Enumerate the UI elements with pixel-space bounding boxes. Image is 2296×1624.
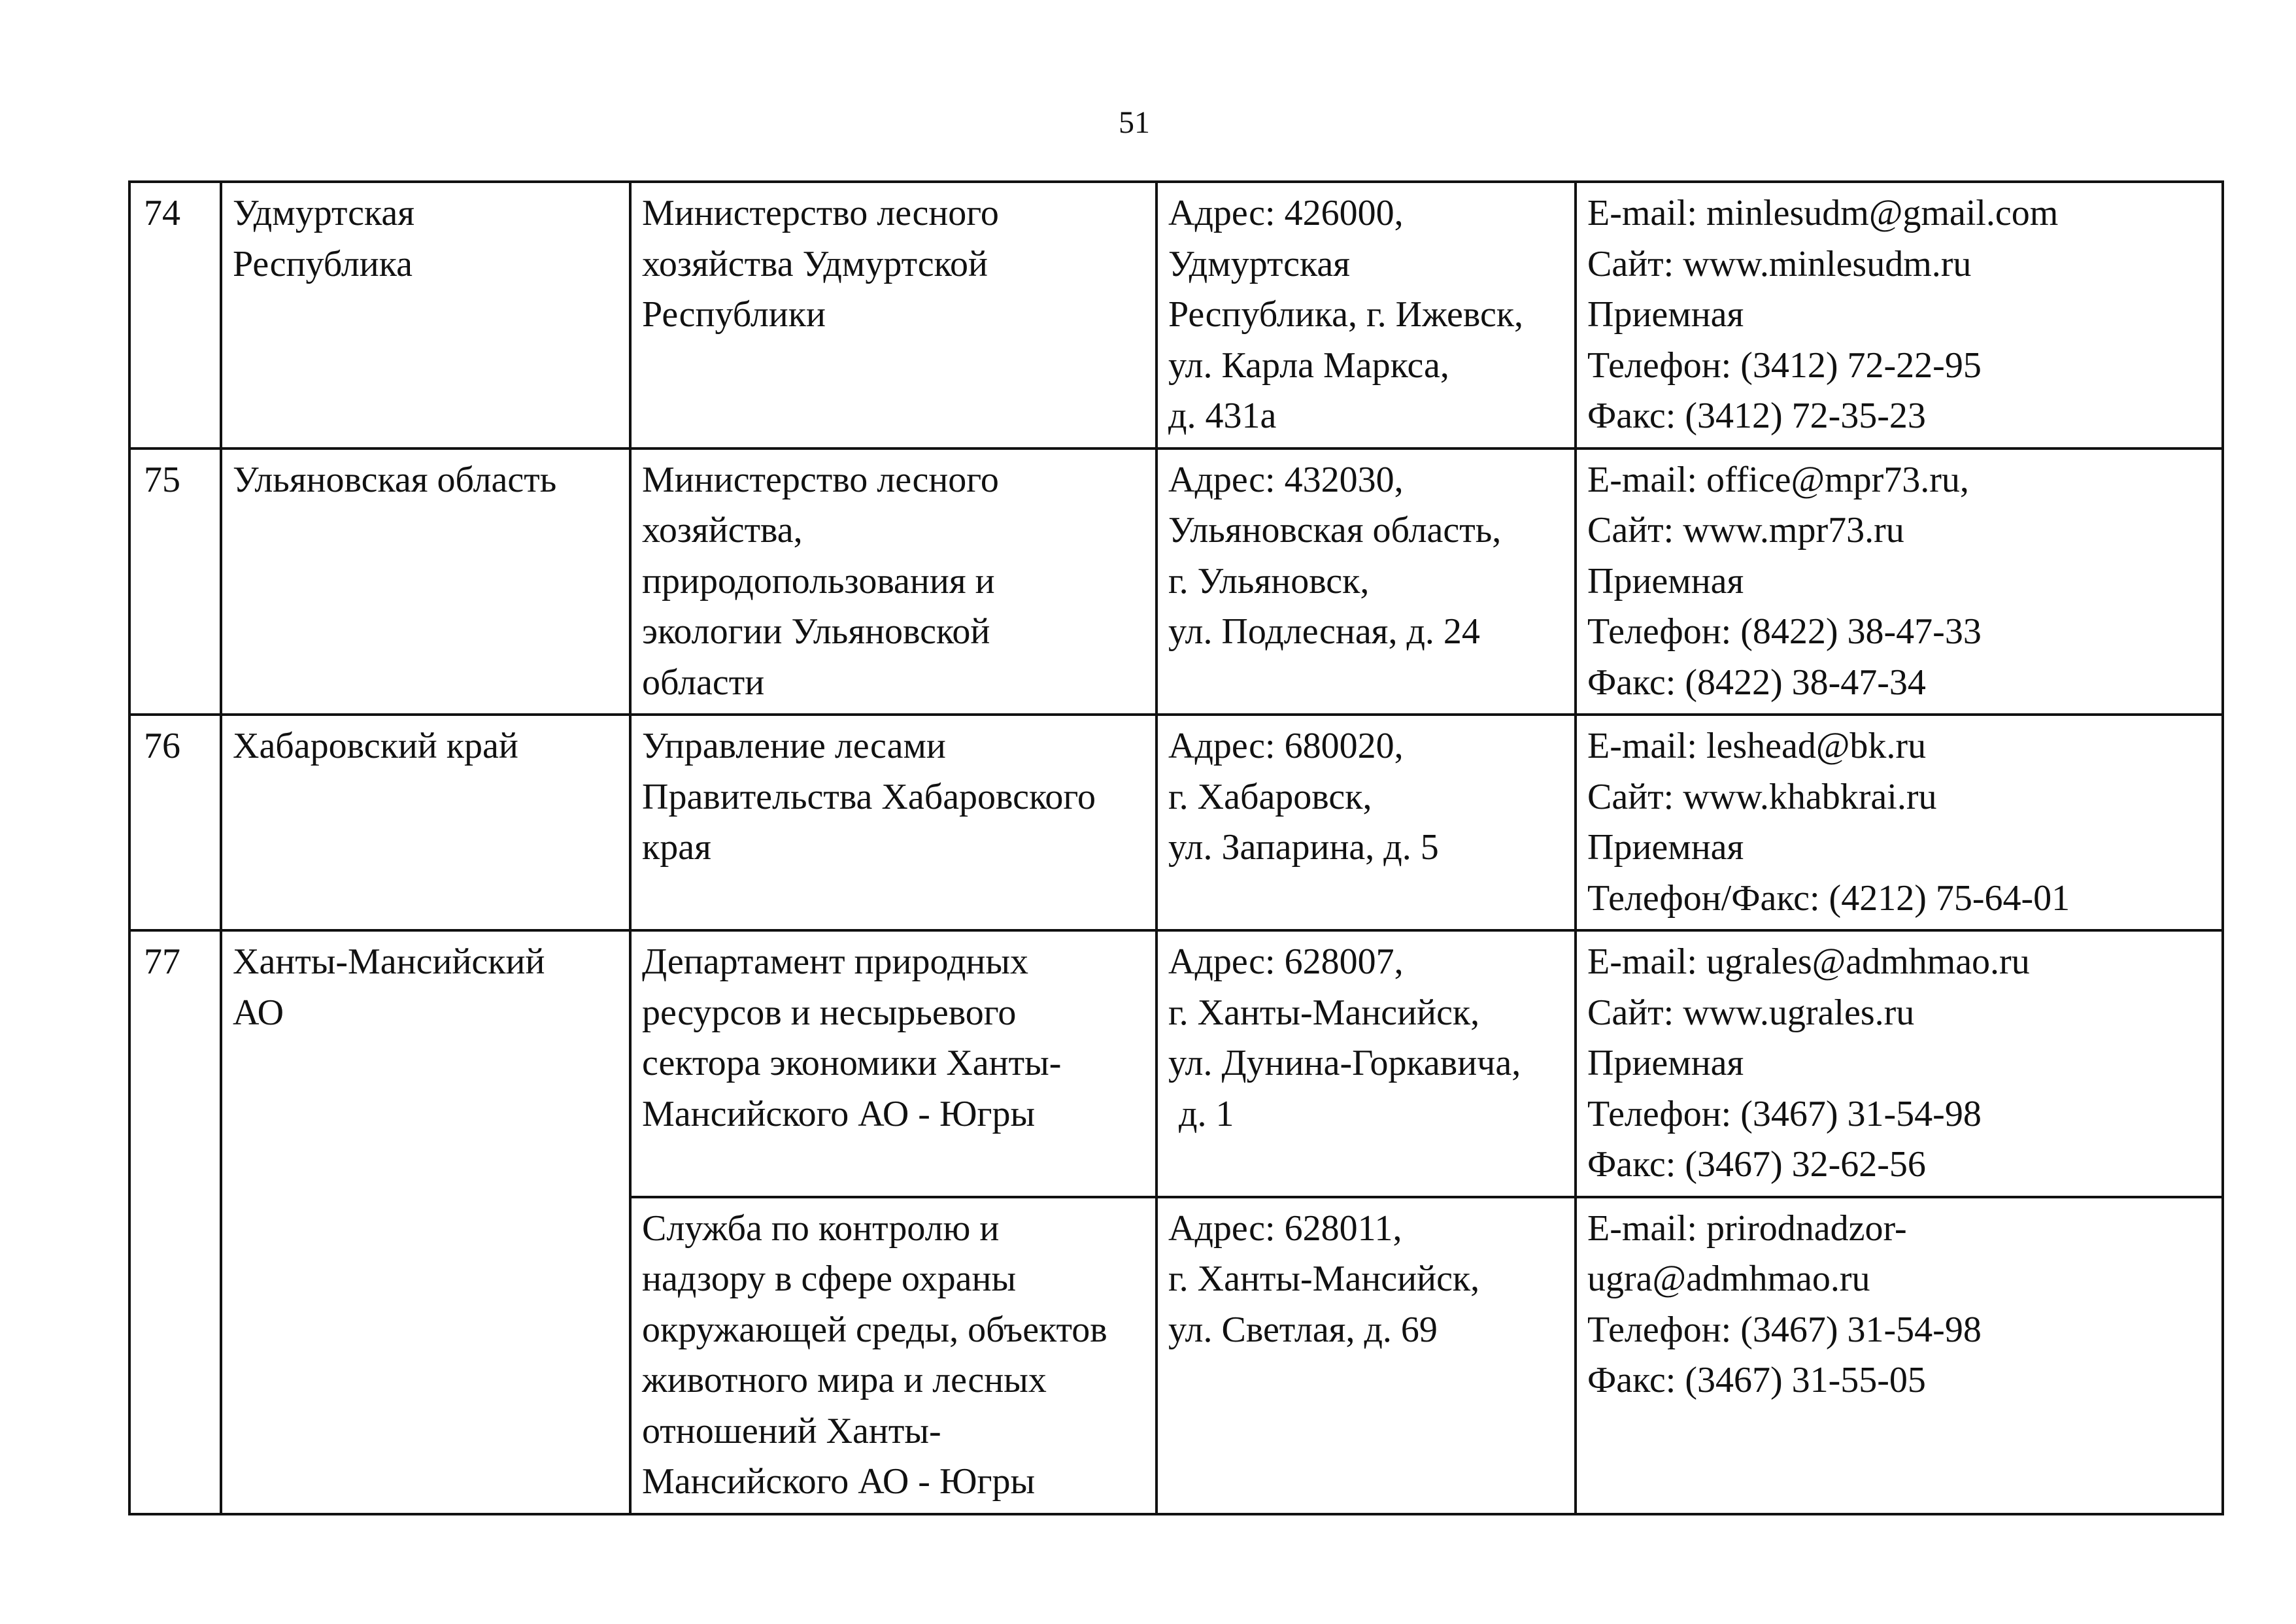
- row-number: 76: [144, 726, 180, 766]
- organization-line: экологии Ульяновской: [642, 611, 990, 652]
- address-line: Адрес: 628011,: [1168, 1208, 1402, 1249]
- address-line: ул. Дунина-Горкавича,: [1168, 1043, 1521, 1083]
- address-line: г. Ханты-Мансийск,: [1168, 1259, 1480, 1299]
- contacts-cell: [1576, 182, 2223, 448]
- organization-line: Мансийского АО - Югры: [642, 1461, 1036, 1502]
- contact-line: Сайт: www.minlesudm.ru: [1587, 243, 1972, 284]
- organization-line: природопользования и: [642, 560, 995, 601]
- address-cell: [1156, 1197, 1576, 1514]
- contact-line: Приемная: [1587, 560, 1744, 601]
- organization-line: отношений Ханты-: [642, 1410, 941, 1451]
- contact-line: Приемная: [1587, 1043, 1744, 1083]
- organization-line: Правительства Хабаровского: [642, 776, 1096, 817]
- organization-line: Министерство лесного: [642, 459, 999, 500]
- contact-line: E-mail: minlesudm@gmail.com: [1587, 193, 2059, 233]
- organization-line: сектора экономики Ханты-: [642, 1043, 1062, 1083]
- contacts-cell: [1576, 448, 2223, 715]
- address-line: Ульяновская область,: [1168, 510, 1502, 550]
- organization-cell: [630, 715, 1156, 930]
- contact-line: ugra@admhmao.ru: [1587, 1259, 1870, 1299]
- address-line: ул. Подлесная, д. 24: [1168, 611, 1480, 652]
- address-cell: [1156, 930, 1576, 1197]
- contact-line: Телефон: (3467) 31-54-98: [1587, 1309, 1982, 1350]
- organization-line: ресурсов и несырьевого: [642, 992, 1017, 1033]
- organization-line: надзору в сфере охраны: [642, 1259, 1017, 1299]
- contact-line: Факс: (3467) 31-55-05: [1587, 1360, 1926, 1400]
- region-cell: [221, 448, 630, 715]
- contact-line: E-mail: ugrales@admhmao.ru: [1587, 941, 2030, 982]
- organization-line: Управление лесами: [642, 726, 946, 766]
- contact-line: Сайт: www.mpr73.ru: [1587, 510, 1904, 550]
- contacts-cell: [1576, 1197, 2223, 1514]
- address-line: Адрес: 426000,: [1168, 193, 1404, 233]
- contact-line: E-mail: office@mpr73.ru,: [1587, 459, 1969, 500]
- region-line: Удмуртская: [233, 193, 414, 233]
- organization-cell: [630, 182, 1156, 448]
- address-line: Адрес: 628007,: [1168, 941, 1404, 982]
- organization-line: Министерство лесного: [642, 193, 999, 233]
- address-cell: [1156, 182, 1576, 448]
- contact-line: Приемная: [1587, 827, 1744, 868]
- address-line: ул. Светлая, д. 69: [1168, 1309, 1438, 1350]
- contact-line: Телефон: (3412) 72-22-95: [1587, 345, 1982, 386]
- address-cell: [1156, 448, 1576, 715]
- row-number: 75: [144, 459, 180, 500]
- forestry-contacts-table: [128, 180, 2224, 1515]
- contact-line: Телефон/Факс: (4212) 75-64-01: [1587, 877, 2070, 919]
- organization-cell: [630, 448, 1156, 715]
- organization-line: Мансийского АО - Югры: [642, 1093, 1036, 1134]
- address-line: д. 431а: [1168, 396, 1277, 436]
- region-cell: [221, 930, 630, 1514]
- contact-line: Сайт: www.ugrales.ru: [1587, 992, 1915, 1033]
- contact-line: Факс: (3412) 72-35-23: [1587, 396, 1926, 436]
- organization-line: области: [642, 662, 765, 703]
- row-number-cell: [129, 182, 221, 448]
- region-line: Хабаровский край: [233, 726, 518, 766]
- contact-line: E-mail: prirodnadzor-: [1587, 1208, 1907, 1249]
- contact-line: Сайт: www.khabkrai.ru: [1587, 776, 1937, 817]
- region-cell: [221, 715, 630, 930]
- organization-line: Департамент природных: [642, 941, 1028, 982]
- contact-line: E-mail: leshead@bk.ru: [1587, 726, 1927, 766]
- address-line: Удмуртская: [1168, 243, 1350, 284]
- organization-line: Служба по контролю и: [642, 1208, 1000, 1249]
- region-cell: [221, 182, 630, 448]
- contacts-cell: [1576, 930, 2223, 1197]
- row-number-cell: [129, 448, 221, 715]
- organization-line: хозяйства Удмуртской: [642, 243, 988, 284]
- row-number: 74: [144, 193, 180, 233]
- address-line: Республика, г. Ижевск,: [1168, 294, 1524, 335]
- address-line: ул. Карла Маркса,: [1168, 345, 1449, 386]
- organization-cell: [630, 930, 1156, 1197]
- organization-line: хозяйства,: [642, 510, 803, 550]
- contact-line: Приемная: [1587, 294, 1744, 335]
- contact-line: Факс: (8422) 38-47-34: [1587, 662, 1926, 703]
- region-line: Ханты-Мансийский: [233, 941, 545, 982]
- table-row: [129, 182, 2223, 448]
- table-row: [129, 448, 2223, 715]
- row-number: 77: [144, 941, 180, 982]
- address-line: д. 1: [1179, 1093, 1234, 1134]
- contacts-cell: [1576, 715, 2223, 930]
- row-number-cell: [129, 930, 221, 1514]
- table-row: [129, 930, 2223, 1197]
- organization-line: животного мира и лесных: [642, 1360, 1047, 1400]
- organization-cell: [630, 1197, 1156, 1514]
- contact-line: Телефон: (3467) 31-54-98: [1587, 1093, 1982, 1134]
- table-row: [129, 715, 2223, 930]
- address-line: Адрес: 680020,: [1168, 726, 1404, 766]
- region-line: Республика: [233, 243, 413, 284]
- contact-line: Факс: (3467) 32-62-56: [1587, 1144, 1926, 1185]
- organization-line: Республики: [642, 294, 826, 335]
- contact-line: Телефон: (8422) 38-47-33: [1587, 611, 1982, 652]
- row-number-cell: [129, 715, 221, 930]
- organization-line: окружающей среды, объектов: [642, 1309, 1107, 1350]
- region-line: Ульяновская область: [233, 459, 557, 500]
- organization-line: края: [642, 827, 711, 868]
- address-cell: [1156, 715, 1576, 930]
- address-line: г. Ханты-Мансийск,: [1168, 992, 1480, 1033]
- address-line: г. Ульяновск,: [1168, 560, 1370, 601]
- page-number: 51: [1119, 105, 1150, 140]
- address-line: Адрес: 432030,: [1168, 459, 1404, 500]
- address-line: ул. Запарина, д. 5: [1168, 827, 1439, 868]
- address-line: г. Хабаровск,: [1168, 776, 1372, 817]
- region-line: АО: [233, 992, 284, 1033]
